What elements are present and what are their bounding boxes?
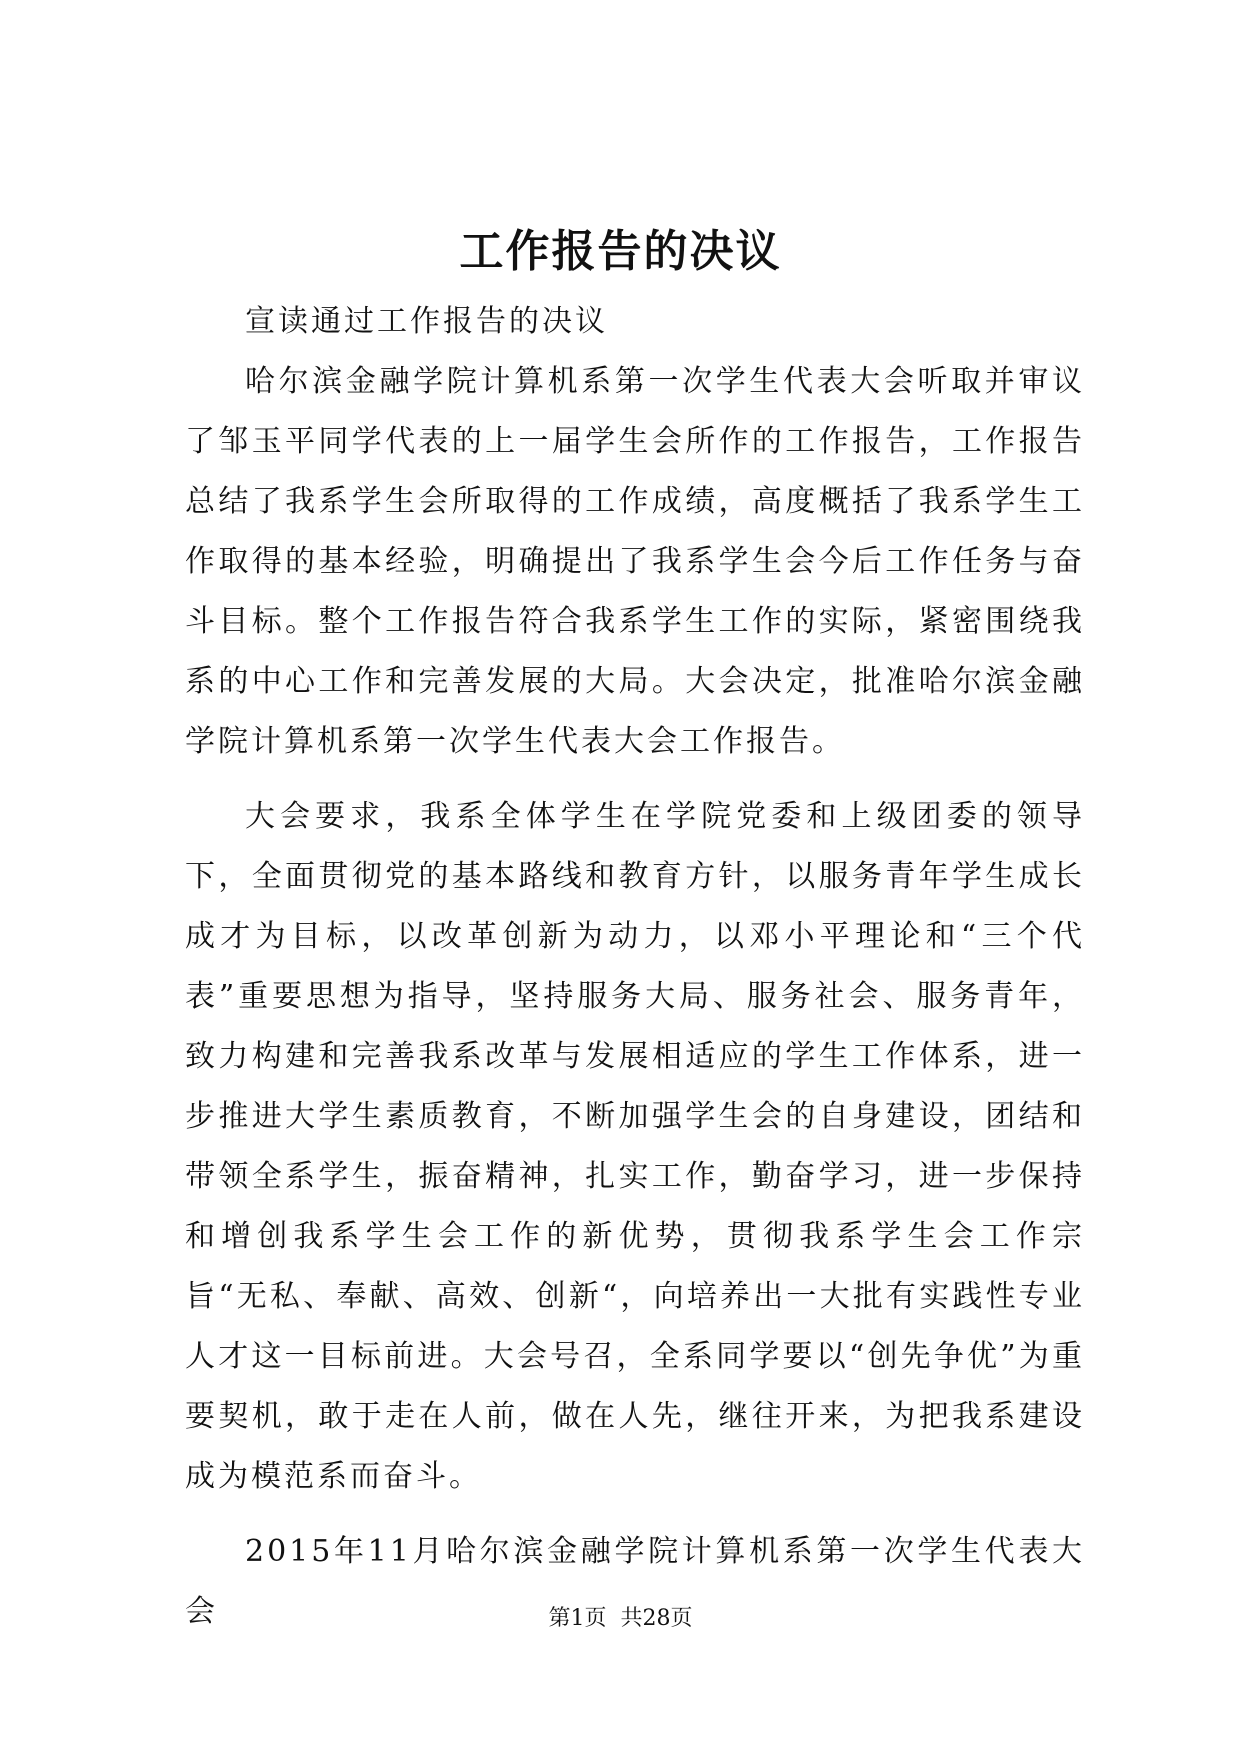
paragraph-requirements: 大会要求，我系全体学生在学院党委和上级团委的领导下，全面贯彻党的基本路线和教育方针，以服务青年学生成长成才为目标，以改革创新为动力，以邓小平理论和“三个代表”重要思想为指导，坚持服务大局、服务社会、服务青年，致力构建和完善我系改革与发展相适应的学生工作体系，进一步推进大学生素质教育，不断加强学生会的自身建设，团结和带领全系学生，振奋精神，扎实工作，勤奋学习，进一步保持和增创我系学生会工作的新优势，贯彻我系学生会工作宗旨“无私、奉献、高效、创新“，向培养出一大批有实践性专业人才这一目标前进。大会号召，全系同学要以“创先争优”为重要契机，敢于走在人前，做在人先，继往开来，为把我系建设成为模范系而奋斗。 (185, 799, 1085, 1494)
page-footer (0, 1604, 1241, 1634)
paragraph-resolution: 哈尔滨金融学院计算机系第一次学生代表大会听取并审议了邹玉平同学代表的上一届学生会所作的工作报告，工作报告总结了我系学生会所取得的工作成绩，高度概括了我系学生工作取得的基本经验，明确提出了我系学生会今后工作任务与奋斗目标。整个工作报告符合我系学生工作的实际，紧密围绕我系的中心工作和完善发展的大局。大会决定，批准哈尔滨金融学院计算机系第一次学生代表大会工作报告。 (185, 364, 1085, 759)
paragraph-date-signature: 2015年11月哈尔滨金融学院计算机系第一次学生代表大会 (185, 1534, 1085, 1629)
document-body (185, 292, 1085, 1642)
page-number-label: 第1页 共28页 (548, 1606, 693, 1631)
document-title: 工作报告的决议 (459, 226, 782, 277)
paragraph-subtitle: 宣读通过工作报告的决议 (245, 304, 608, 339)
